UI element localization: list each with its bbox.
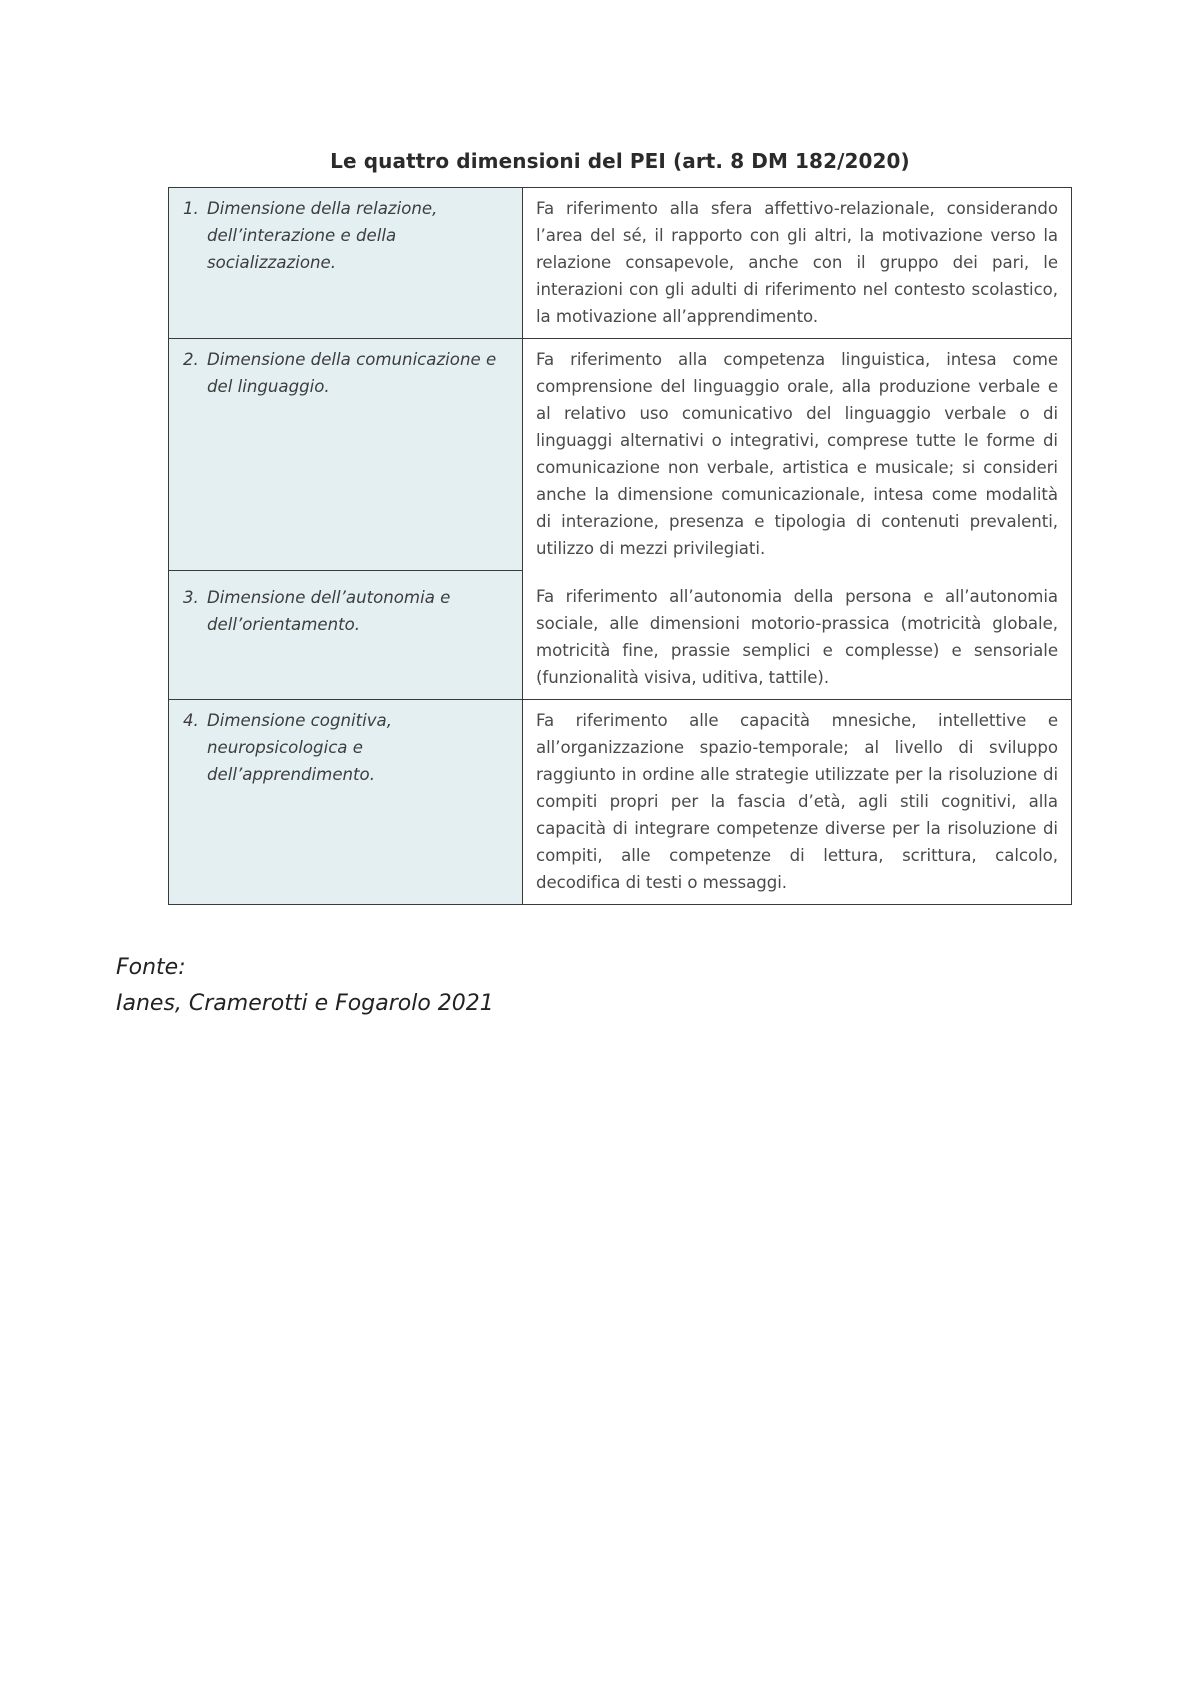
table-row (169, 700, 1072, 905)
dimension-name: Dimensione della relazione, dell’interazione e della socializzazione. (207, 199, 438, 272)
dimension-number: 1. (183, 199, 199, 218)
table-row (169, 570, 1072, 700)
dimension-number: 4. (183, 711, 199, 730)
pei-dimensions-table (168, 187, 1072, 905)
table-row (169, 188, 1072, 339)
table-title: Le quattro dimensioni del PEI (art. 8 DM 182/2020) (330, 149, 910, 173)
table-row (169, 339, 1072, 571)
dimension-name: Dimensione dell’autonomia e dell’orientamento. (207, 587, 451, 634)
dimension-number: 2. (183, 350, 199, 369)
dimension-cell (169, 339, 523, 571)
source-note (116, 950, 494, 1022)
dimension-name: Dimensione della comunicazione e del linguaggio. (207, 350, 497, 396)
dimension-name: Dimensione cognitiva, neuropsicologica e dell’apprendimento. (207, 711, 393, 784)
description-cell: Fa riferimento alla competenza linguistica, intesa come comprensione del linguaggio orale, alla produzione verbale e al relativo uso comunicativo del linguaggio verbale o di linguaggi alternativi o integrativi, comprese tutte le forme di comunicazione non verbale, artistica e musicale; si consideri anche la dimensione comunicazionale, intesa come modalità di interazione, presenza e tipologia di contenuti prevalenti, utilizzo di mezzi privilegiati. (523, 339, 1072, 571)
dimension-cell (169, 188, 523, 339)
source-label: Fonte: (116, 955, 186, 980)
dimension-number: 3. (183, 587, 199, 607)
description-cell: Fa riferimento alla sfera affettivo-relazionale, considerando l’area del sé, il rapporto con gli altri, la motivazione verso la relazione consapevole, anche con il gruppo dei pari, le interazioni con gli adulti di riferimento nel contesto scolastico, la motivazione all’apprendimento. (523, 188, 1072, 339)
dimension-cell (169, 570, 523, 700)
dimension-cell (169, 700, 523, 905)
source-citation: Ianes, Cramerotti e Fogarolo 2021 (116, 991, 494, 1016)
description-cell: Fa riferimento all’autonomia della persona e all’autonomia sociale, alle dimensioni motorio-prassica (motricità globale, motricità fine, prassie semplici e complesse) e sensoriale (funzionalità visiva, uditiva, tattile). (523, 570, 1072, 700)
description-cell: Fa riferimento alle capacità mnesiche, intellettive e all’organizzazione spazio-temporale; al livello di sviluppo raggiunto in ordine alle strategie utilizzate per la risoluzione di compiti propri per la fascia d’età, agli stili cognitivi, alla capacità di integrare competenze diverse per la risoluzione di compiti, alle competenze di lettura, scrittura, calcolo, decodifica di testi o messaggi. (523, 700, 1072, 905)
